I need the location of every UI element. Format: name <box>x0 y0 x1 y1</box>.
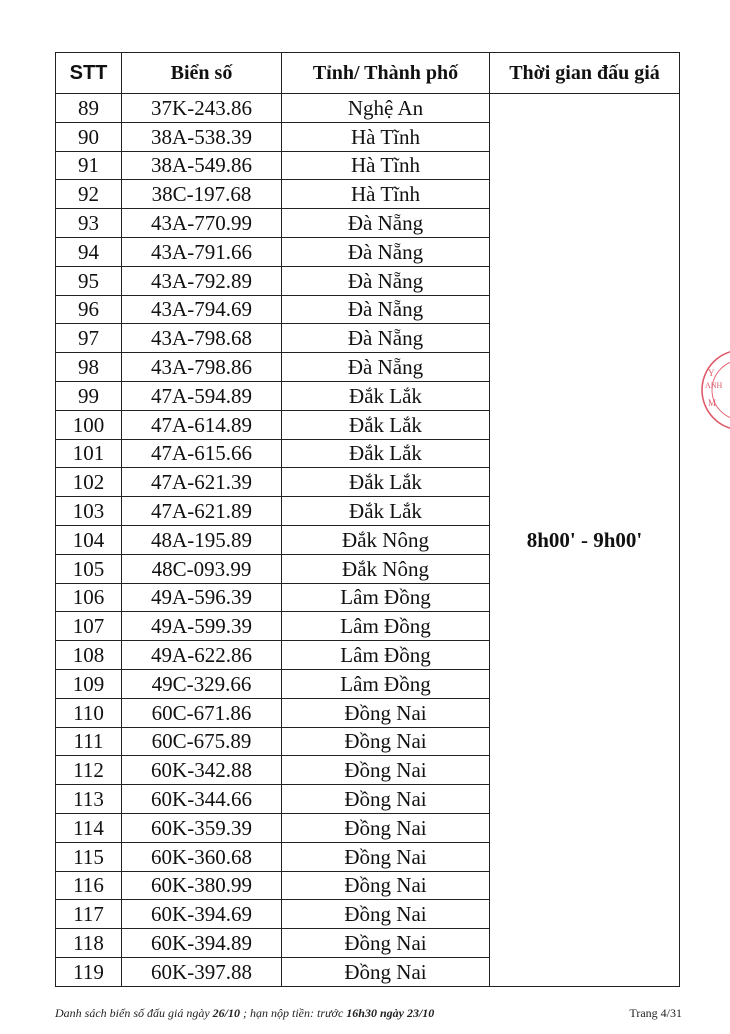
header-auction-time: Thời gian đấu giá <box>490 53 680 94</box>
cell-plate: 47A-621.39 <box>122 468 282 497</box>
footer-note <box>55 1006 434 1021</box>
cell-plate: 43A-794.69 <box>122 295 282 324</box>
cell-province: Hà Tĩnh <box>282 122 490 151</box>
cell-stt: 91 <box>56 151 122 180</box>
cell-plate: 47A-615.66 <box>122 439 282 468</box>
cell-plate: 60K-360.68 <box>122 842 282 871</box>
header-plate: Biển số <box>122 53 282 94</box>
cell-province: Nghệ An <box>282 94 490 123</box>
cell-stt: 89 <box>56 94 122 123</box>
cell-stt: 97 <box>56 324 122 353</box>
cell-plate: 60K-397.88 <box>122 957 282 986</box>
cell-stt: 106 <box>56 583 122 612</box>
cell-plate: 48A-195.89 <box>122 525 282 554</box>
cell-plate: 60C-671.86 <box>122 698 282 727</box>
cell-stt: 93 <box>56 209 122 238</box>
cell-province: Đà Nẵng <box>282 295 490 324</box>
cell-province: Đắk Lắk <box>282 381 490 410</box>
cell-province: Lâm Đồng <box>282 612 490 641</box>
cell-stt: 90 <box>56 122 122 151</box>
page-number: Trang 4/31 <box>629 1006 682 1020</box>
cell-province: Đắk Nông <box>282 525 490 554</box>
cell-plate: 48C-093.99 <box>122 554 282 583</box>
cell-stt: 100 <box>56 410 122 439</box>
cell-stt: 107 <box>56 612 122 641</box>
cell-stt: 103 <box>56 497 122 526</box>
stamp-letter: Y <box>708 368 715 378</box>
cell-province: Đồng Nai <box>282 929 490 958</box>
cell-stt: 112 <box>56 756 122 785</box>
cell-province: Đắk Nông <box>282 554 490 583</box>
stamp-letter: M <box>708 398 717 408</box>
cell-stt: 110 <box>56 698 122 727</box>
footer-text-1: Danh sách biển số đấu giá ngày <box>55 1006 213 1020</box>
cell-plate: 60K-394.89 <box>122 929 282 958</box>
cell-stt: 114 <box>56 813 122 842</box>
cell-province: Đồng Nai <box>282 698 490 727</box>
footer-text-2: ; hạn nộp tiền: trước <box>240 1006 347 1020</box>
cell-province: Lâm Đồng <box>282 669 490 698</box>
cell-plate: 47A-621.89 <box>122 497 282 526</box>
cell-stt: 108 <box>56 641 122 670</box>
cell-plate: 49A-596.39 <box>122 583 282 612</box>
cell-stt: 115 <box>56 842 122 871</box>
cell-plate: 60K-344.66 <box>122 785 282 814</box>
header-stt: STT <box>56 53 122 94</box>
cell-province: Đồng Nai <box>282 957 490 986</box>
cell-province: Lâm Đồng <box>282 583 490 612</box>
table-body <box>56 94 680 987</box>
cell-stt: 101 <box>56 439 122 468</box>
cell-stt: 98 <box>56 353 122 382</box>
cell-plate: 43A-798.86 <box>122 353 282 382</box>
cell-plate: 38C-197.68 <box>122 180 282 209</box>
cell-stt: 105 <box>56 554 122 583</box>
cell-province: Đồng Nai <box>282 756 490 785</box>
cell-province: Đắk Lắk <box>282 439 490 468</box>
cell-plate: 47A-594.89 <box>122 381 282 410</box>
cell-province: Hà Tĩnh <box>282 180 490 209</box>
header-province: Tỉnh/ Thành phố <box>282 53 490 94</box>
cell-plate: 38A-538.39 <box>122 122 282 151</box>
cell-plate: 60K-359.39 <box>122 813 282 842</box>
cell-province: Đồng Nai <box>282 785 490 814</box>
cell-province: Đà Nẵng <box>282 353 490 382</box>
cell-stt: 118 <box>56 929 122 958</box>
cell-stt: 104 <box>56 525 122 554</box>
auction-plate-table <box>55 52 680 987</box>
cell-plate: 38A-549.86 <box>122 151 282 180</box>
cell-stt: 94 <box>56 237 122 266</box>
cell-stt: 109 <box>56 669 122 698</box>
cell-plate: 49A-599.39 <box>122 612 282 641</box>
cell-stt: 92 <box>56 180 122 209</box>
cell-plate: 60K-342.88 <box>122 756 282 785</box>
table-row <box>56 94 680 123</box>
cell-province: Đắk Lắk <box>282 410 490 439</box>
red-seal-stamp <box>700 330 730 450</box>
cell-plate: 60C-675.89 <box>122 727 282 756</box>
cell-province: Đồng Nai <box>282 900 490 929</box>
cell-plate: 60K-380.99 <box>122 871 282 900</box>
cell-province: Đắk Lắk <box>282 497 490 526</box>
cell-plate: 47A-614.89 <box>122 410 282 439</box>
cell-stt: 119 <box>56 957 122 986</box>
cell-province: Đồng Nai <box>282 842 490 871</box>
cell-stt: 111 <box>56 727 122 756</box>
cell-stt: 113 <box>56 785 122 814</box>
footer-deadline: 16h30 ngày 23/10 <box>346 1006 435 1020</box>
cell-plate: 43A-798.68 <box>122 324 282 353</box>
cell-stt: 116 <box>56 871 122 900</box>
cell-province: Đà Nẵng <box>282 324 490 353</box>
cell-stt: 96 <box>56 295 122 324</box>
cell-stt: 99 <box>56 381 122 410</box>
cell-stt: 102 <box>56 468 122 497</box>
table-header-row <box>56 53 680 94</box>
cell-province: Đồng Nai <box>282 727 490 756</box>
footer-auction-date: 26/10 <box>212 1006 240 1020</box>
cell-plate: 43A-770.99 <box>122 209 282 238</box>
cell-province: Lâm Đồng <box>282 641 490 670</box>
cell-plate: 43A-792.89 <box>122 266 282 295</box>
cell-stt: 95 <box>56 266 122 295</box>
cell-stt: 117 <box>56 900 122 929</box>
cell-province: Đồng Nai <box>282 813 490 842</box>
cell-province: Đà Nẵng <box>282 237 490 266</box>
cell-province: Hà Tĩnh <box>282 151 490 180</box>
cell-province: Đồng Nai <box>282 871 490 900</box>
stamp-letter: ANH <box>705 381 723 390</box>
cell-plate: 37K-243.86 <box>122 94 282 123</box>
cell-auction-time: 8h00' - 9h00' <box>490 94 680 987</box>
cell-province: Đà Nẵng <box>282 209 490 238</box>
cell-plate: 60K-394.69 <box>122 900 282 929</box>
cell-plate: 43A-791.66 <box>122 237 282 266</box>
cell-plate: 49C-329.66 <box>122 669 282 698</box>
cell-province: Đắk Lắk <box>282 468 490 497</box>
cell-province: Đà Nẵng <box>282 266 490 295</box>
cell-plate: 49A-622.86 <box>122 641 282 670</box>
